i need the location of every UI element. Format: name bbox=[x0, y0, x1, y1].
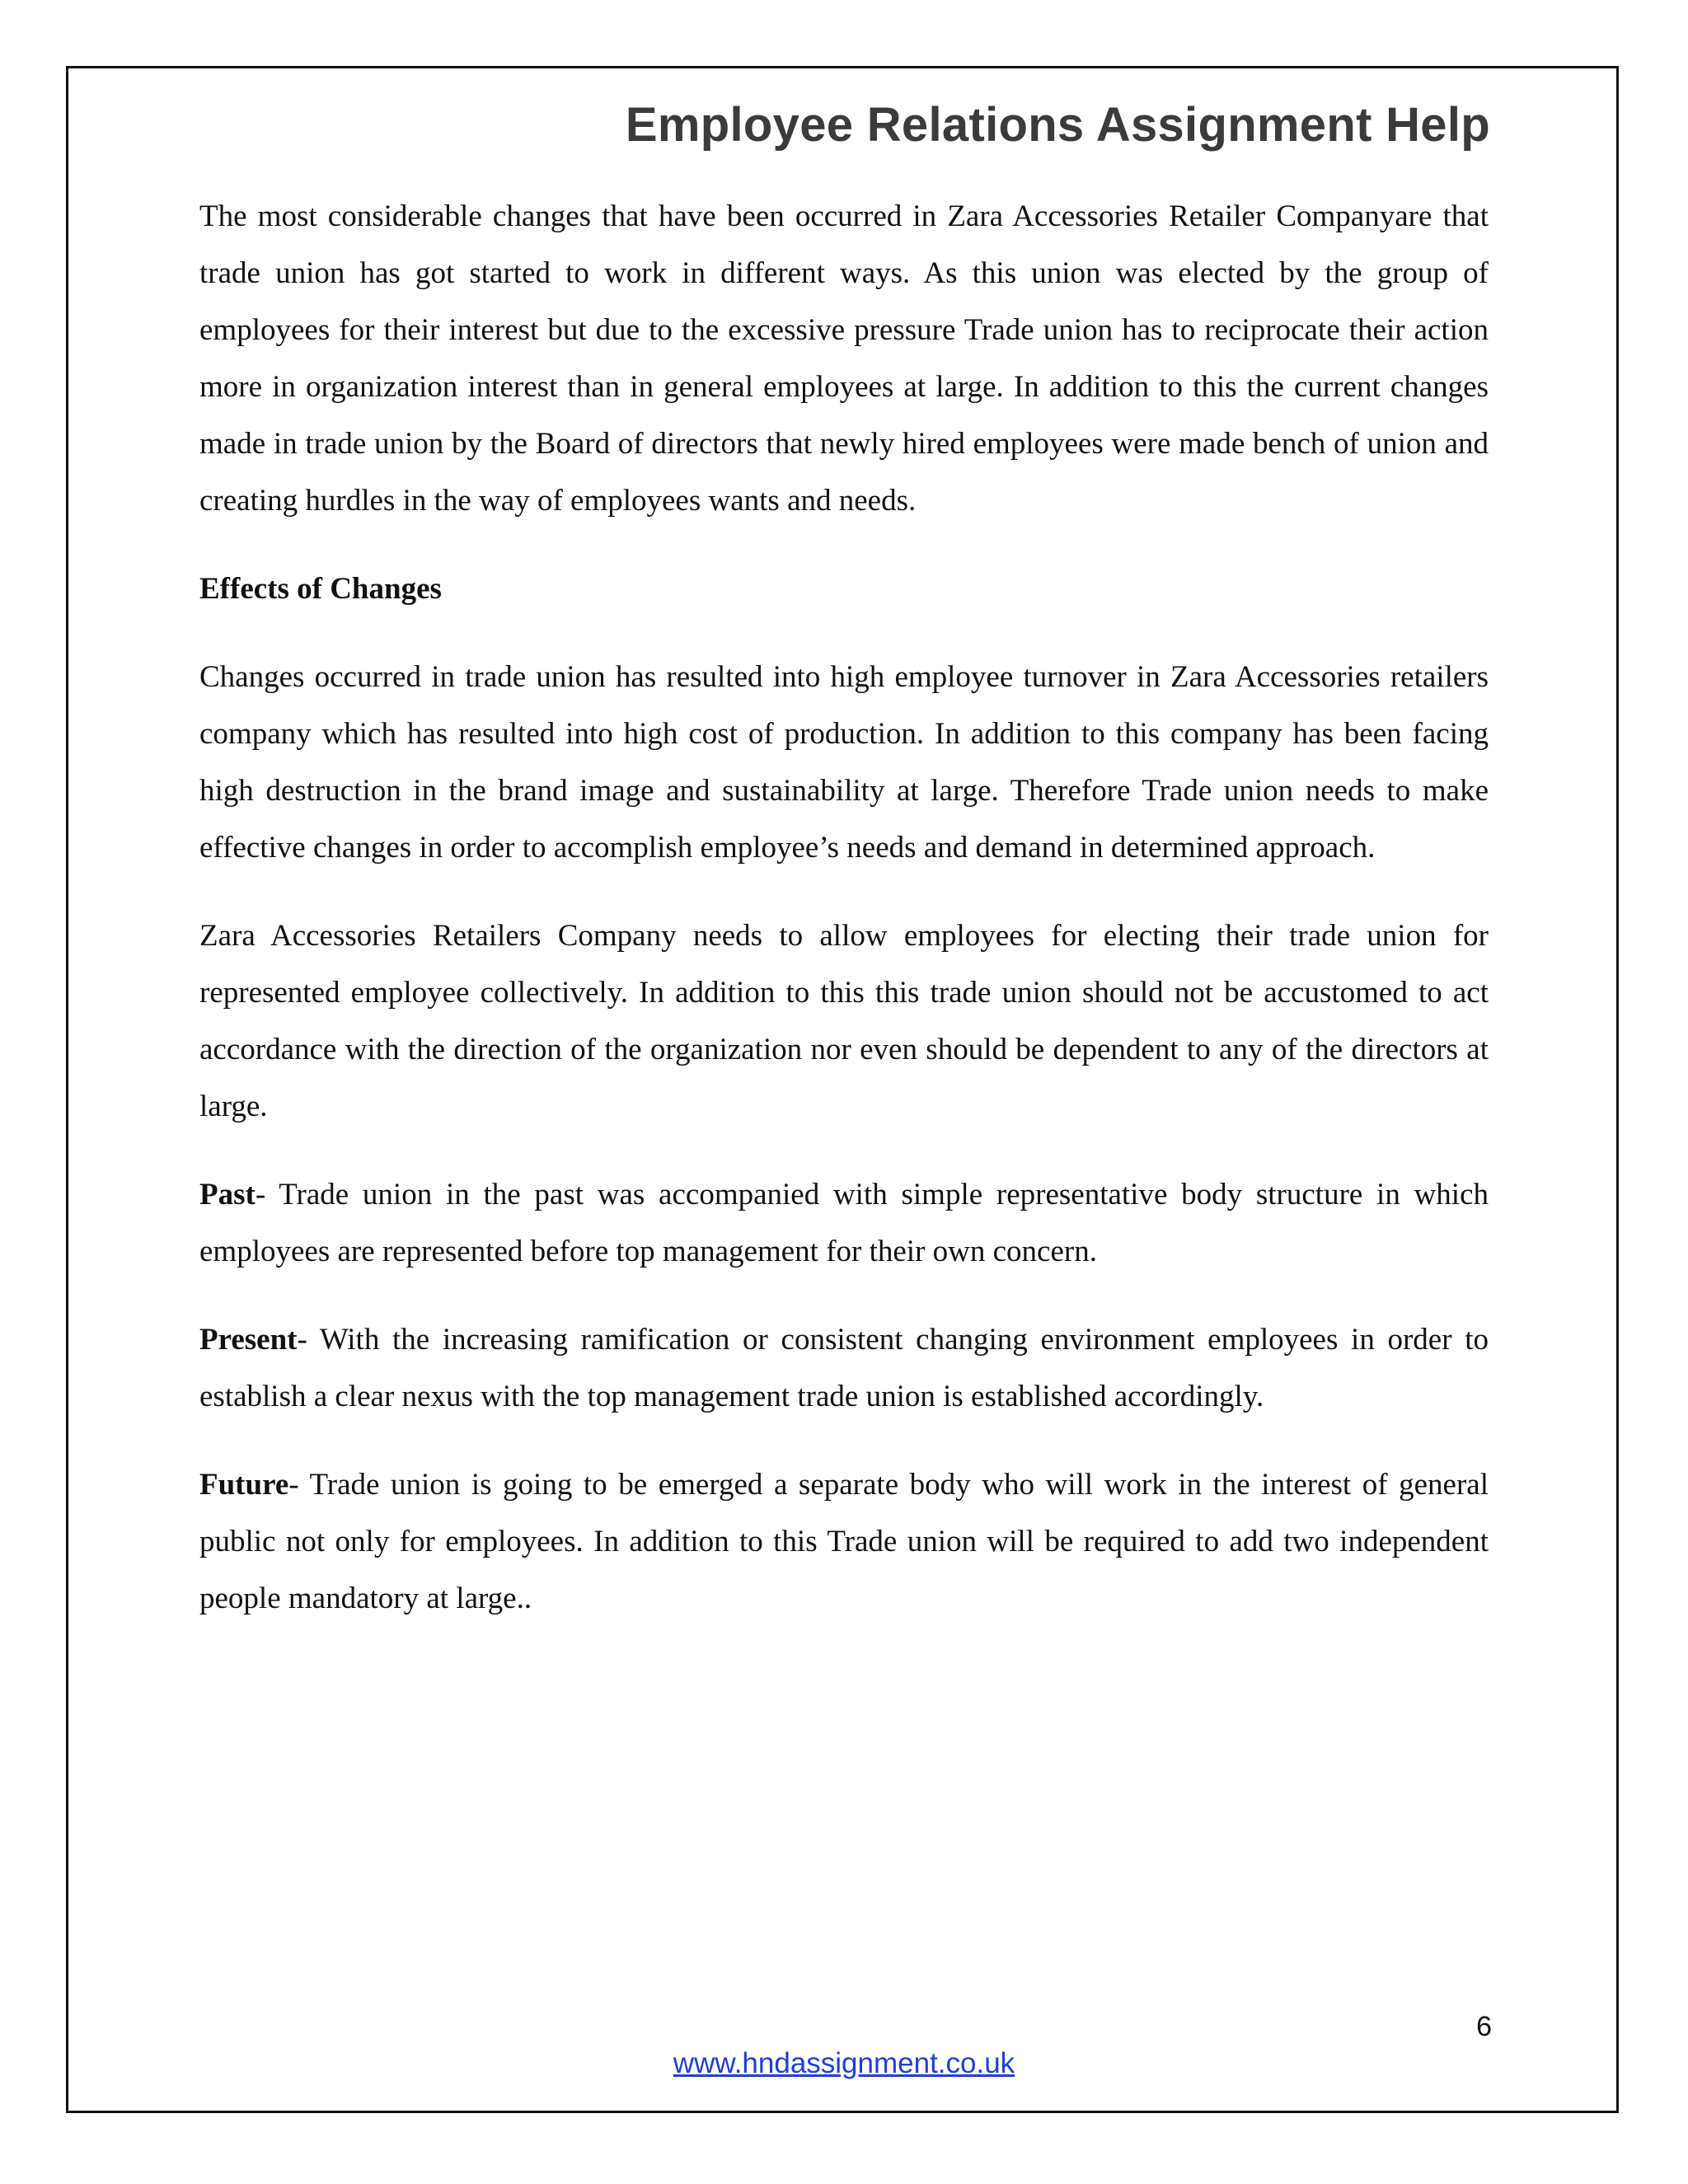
document-body bbox=[199, 188, 1489, 1627]
present-text: - With the increasing ramification or consistent changing environment employees in order to establish a clear nexus with the top management trade union is established accordingly. bbox=[199, 1323, 1489, 1413]
past-label: Past bbox=[199, 1178, 256, 1212]
page-title: Employee Relations Assignment Help bbox=[625, 98, 1490, 152]
future-label: Future bbox=[199, 1468, 289, 1502]
website-link-text[interactable]: www.hndassignment.co.uk bbox=[673, 2047, 1015, 2079]
future-text: - Trade union is going to be emerged a separate body who will work in the interest of general public not only for employees. In addition to this Trade union will be required to add two independent people mandatory at large.. bbox=[199, 1468, 1489, 1615]
website-link[interactable] bbox=[0, 2047, 1688, 2080]
paragraph-past bbox=[199, 1166, 1489, 1280]
paragraph-present bbox=[199, 1311, 1489, 1425]
paragraph-recommendation: Zara Accessories Retailers Company needs to allow employees for electing their trade union for represented employee collectively. In addition to this this trade union should not be accustomed to act accordance with the direction of the organization nor even should be dependent to any of the directors at large. bbox=[199, 919, 1489, 1123]
paragraph-intro: The most considerable changes that have been occurred in Zara Accessories Retailer Companyare that trade union has got started to work in different ways. As this union was elected by the group of employees for their interest but due to the excessive pressure Trade union has to reciprocate their action more in organization interest than in general employees at large. In addition to this the current changes made in trade union by the Board of directors that newly hired employees were made bench of union and creating hurdles in the way of employees wants and needs. bbox=[199, 199, 1489, 518]
present-label: Present bbox=[199, 1323, 298, 1357]
section-heading: Effects of Changes bbox=[199, 572, 442, 606]
paragraph-future bbox=[199, 1456, 1489, 1627]
paragraph-effects: Changes occurred in trade union has resulted into high employee turnover in Zara Accessories retailers company which has resulted into high cost of production. In addition to this company has been facing high destruction in the brand image and sustainability at large. Therefore Trade union needs to make effective changes in order to accomplish employee’s needs and demand in determined approach. bbox=[199, 660, 1489, 865]
page-number: 6 bbox=[1476, 2011, 1492, 2042]
past-text: - Trade union in the past was accompanied with simple representative body structure in which employees are represented before top management for their own concern. bbox=[199, 1178, 1489, 1268]
